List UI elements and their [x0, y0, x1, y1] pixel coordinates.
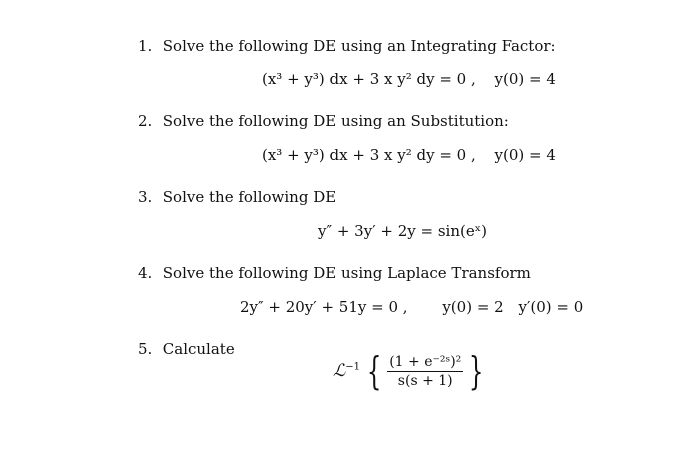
initial-condition-2: y′(0) = 0 [518, 298, 584, 316]
equation-lhs: 2y″ + 20y′ + 51y = 0 , [240, 298, 408, 316]
problem-4 [138, 264, 531, 282]
problem-number: 3. [138, 188, 153, 206]
equation-4 [240, 298, 583, 316]
equation-lhs: (x³ + y³) dx + 3 x y² dy = 0 , [262, 146, 476, 164]
problem-text: Solve the following DE using an Integrating Factor: [162, 37, 556, 55]
equation-5 [333, 349, 488, 393]
problem-1 [138, 37, 556, 55]
problem-2 [138, 112, 509, 130]
fraction [387, 354, 463, 389]
problem-text: Solve the following DE using Laplace Transform [162, 264, 531, 282]
problem-number: 2. [138, 112, 153, 130]
fraction-denominator: s(s + 1) [397, 372, 453, 389]
problem-text: Calculate [162, 340, 235, 358]
initial-condition: y(0) = 4 [494, 70, 556, 88]
laplace-symbol: ℒ [333, 361, 346, 381]
left-brace: { [366, 349, 382, 393]
problem-3 [138, 188, 336, 206]
fraction-numerator: (1 + e⁻²ˢ)² [389, 353, 462, 370]
initial-condition-1: y(0) = 2 [442, 298, 504, 316]
problem-number: 4. [138, 264, 153, 282]
equation-1 [262, 70, 556, 88]
equation-lhs: y″ + 3y′ + 2y = sin(eˣ) [318, 222, 487, 240]
problem-5 [138, 340, 235, 358]
problem-text: Solve the following DE [162, 188, 337, 206]
inverse-exponent: −1 [345, 361, 360, 373]
problem-text: Solve the following DE using an Substitution: [162, 112, 509, 130]
problem-number: 5. [138, 340, 153, 358]
initial-condition: y(0) = 4 [494, 146, 556, 164]
equation-lhs: (x³ + y³) dx + 3 x y² dy = 0 , [262, 70, 476, 88]
equation-2 [262, 146, 556, 164]
right-brace: } [469, 349, 484, 393]
equation-3 [318, 222, 487, 240]
problem-number: 1. [138, 37, 153, 55]
inverse-laplace-operator [333, 361, 360, 381]
